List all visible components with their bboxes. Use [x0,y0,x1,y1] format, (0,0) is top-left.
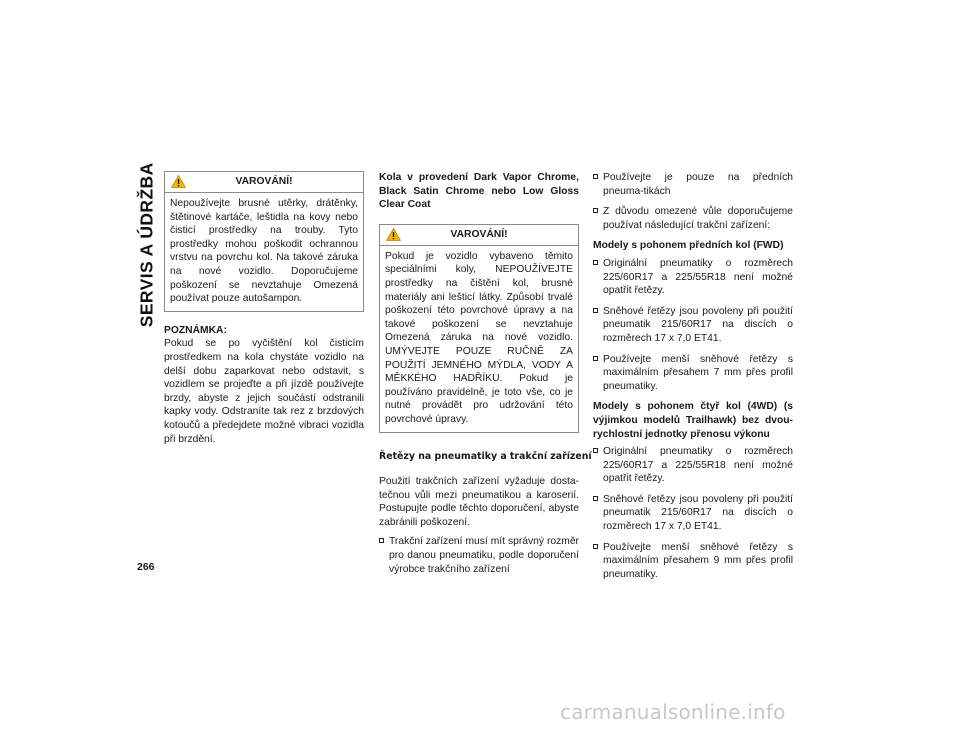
list-item: Trakční zařízení musí mít správný rozměr pro danou pneumatiku, podle doporučení výrobce trakčního zařízení [379,535,579,576]
checkbox-bullet-icon [593,208,598,213]
checkbox-bullet-icon [593,544,598,549]
tire-chains-intro: Použití trakčních zařízení vyžaduje dosta-tečnou vůli mezi pneumatikou a karoserií. Postupujte podle těchto doporučení, abyste zabránili poškození. [379,476,579,528]
fwd-heading: Modely s pohonem předních kol (FWD) [593,240,784,252]
checkbox-bullet-icon [593,356,598,361]
side-title-text: SERVIS A ÚDRŽBA [136,162,157,328]
column-2 [379,171,592,583]
checkbox-bullet-icon [593,174,598,179]
warning-title: VAROVÁNÍ! [235,176,293,188]
tire-chains-section-title: Řetězy na pneumatiky a trakční zařízení [379,450,592,462]
list-item: Z důvodu omezené vůle doporučujeme používat následující trakční zařízení: [593,205,793,232]
warning-title: VAROVÁNÍ! [450,228,508,240]
awd-heading: Modely s pohonem čtyř kol (4WD) (s výjimkou modelů Trailhawk) bez dvou-rychlostní jednotky přenosu výkonu [593,401,793,440]
checkbox-bullet-icon [593,308,598,313]
column-3 [593,171,793,588]
warning-text: Nepoužívejte brusné utěrky, drátěnky, štětinové kartáče, leštidla na kovy nebo čisticí prostředky na trouby. Tyto prostředky mohou poškodit ochrannou vrstvu na povrchu kol. Na takové záruka na nové vozidlo. Doporučujeme poškození se nevztahuje Omezená používat pouze autošampon. [170,198,358,305]
watermark: carmanualsonline.info [560,700,786,724]
list-item: Originální pneumatiky o rozměrech 225/60R17 a 225/55R18 není možné opatřit řetězy. [593,445,793,486]
list-item: Používejte menší sněhové řetězy s maximálním přesahem 7 mm přes profil pneumatiky. [593,353,793,394]
column-1 [164,171,364,446]
list-item: Používejte menší sněhové řetězy s maximálním přesahem 9 mm přes profil pneumatiky. [593,541,793,582]
warning-box-wheel-cleaning [164,171,364,312]
note-text: Pokud se po vyčištění kol čisticím prostředkem na kola chystáte vozidlo na delší dobu zaparkovat nebo odstavit, s vozidlem se projeďte a při jízdě používejte brzdy, abyste z jejich součástí odstranili kapky vody. Odstraníte tak rez z brzdových kotoučů a předejdete možné vibraci vozidla při brzdění. [164,338,364,445]
list-item: Originální pneumatiky o rozměrech 225/60R17 a 225/55R18 není možné opatřit řetězy. [593,257,793,298]
warning-triangle-icon [386,228,401,246]
checkbox-bullet-icon [593,496,598,501]
list-item: Sněhové řetězy jsou povoleny při použití pneumatik 215/60R17 na discích o rozměrech 17 x 7,0 ET41. [593,493,793,534]
checkbox-bullet-icon [593,448,598,453]
checkbox-bullet-icon [379,538,384,543]
warning-box-special-wheels [379,224,579,433]
warning-text: Pokud je vozidlo vybaveno těmito speciálními koly, NEPOUŽÍVEJTE prostředky na čištění kol, brusné materiály ani lešticí látky. Způsobí trvalé poškození této povrchové úpravy a na takové poškození se nevztahuje Omezená záruka na nové vozidlo. UMÝVEJTE POUZE RUČNĚ ZA POUŽITÍ JEMNÉHO MÝDLA, VODY A MĚKKÉHO HADŘÍKU. Pokud je používáno pravidelně, je toto vše, co je nutné provádět pro udržování této povrchové úpravy. [385,250,573,425]
warning-triangle-icon [171,175,186,193]
list-item: Používejte je pouze na předních pneuma-tikách [593,171,793,198]
special-wheels-heading: Kola v provedení Dark Vapor Chrome, Black Satin Chrome nebo Low Gloss Clear Coat [379,172,579,211]
note-title: POZNÁMKA: [164,324,227,336]
checkbox-bullet-icon [593,260,598,265]
warning-header [165,172,363,193]
section-side-title [134,162,160,328]
list-item: Sněhové řetězy jsou povoleny při použití pneumatik 215/60R17 na discích o rozměrech 17 x 7,0 ET41. [593,305,793,346]
page-number: 266 [137,561,155,573]
warning-header [380,225,578,246]
